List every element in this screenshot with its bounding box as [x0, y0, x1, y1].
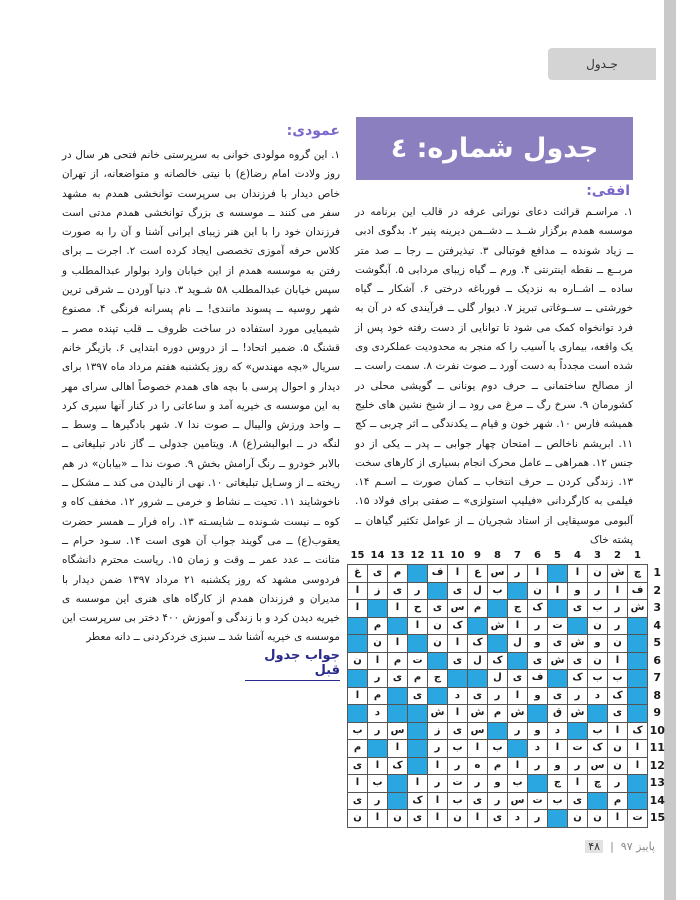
grid-cell: ا	[508, 617, 528, 635]
black-cell	[488, 600, 508, 618]
column-number: 7	[514, 550, 521, 561]
grid-cell: س	[488, 565, 508, 583]
grid-cell: ک	[448, 617, 468, 635]
grid-cell: د	[368, 705, 388, 723]
grid-cell: چ	[628, 565, 648, 583]
grid-cell: ق	[548, 705, 568, 723]
grid-cell: ر	[428, 740, 448, 758]
black-cell	[428, 652, 448, 670]
grid-cell: ا	[368, 757, 388, 775]
grid-cell: ی	[548, 635, 568, 653]
grid-cell: ا	[388, 740, 408, 758]
grid-cell: ا	[608, 652, 628, 670]
black-cell	[508, 652, 528, 670]
grid-cell: ی	[448, 582, 468, 600]
row-number: 5	[653, 636, 662, 650]
black-cell	[408, 565, 428, 583]
grid-row	[348, 635, 668, 653]
grid-cell: م	[488, 757, 508, 775]
grid-cell: ن	[568, 810, 588, 828]
grid-row	[348, 582, 668, 600]
grid-cell: ا	[548, 740, 568, 758]
grid-cell: د	[448, 687, 468, 705]
grid-cell: ر	[468, 775, 488, 793]
grid-cell: ن	[588, 617, 608, 635]
grid-cell: ش	[548, 652, 568, 670]
grid-cell: ی	[468, 792, 488, 810]
grid-cell: ک	[488, 652, 508, 670]
grid-cell: ن	[608, 635, 628, 653]
grid-cell: ب	[588, 722, 608, 740]
black-cell	[568, 722, 588, 740]
grid-cell: و	[528, 635, 548, 653]
grid-cell: ر	[488, 687, 508, 705]
grid-cell: ا	[528, 565, 548, 583]
grid-row	[348, 687, 668, 705]
row-number: 3	[653, 601, 662, 615]
grid-cell: س	[388, 722, 408, 740]
grid-row	[348, 652, 668, 670]
section-tab: جـدول	[548, 48, 656, 80]
column-number: 3	[594, 550, 601, 561]
grid-cell: ن	[388, 810, 408, 828]
grid-cell: ا	[428, 757, 448, 775]
grid-cell: م	[408, 670, 428, 688]
grid-cell: ش	[568, 705, 588, 723]
grid-cell: ه	[468, 757, 488, 775]
vertical-heading: عمودی:	[286, 123, 340, 139]
grid-corner	[648, 548, 668, 565]
grid-cell: ی	[448, 722, 468, 740]
grid-cell: ف	[428, 565, 448, 583]
grid-cell: ی	[548, 687, 568, 705]
grid-row	[348, 757, 668, 775]
grid-cell: ج	[508, 600, 528, 618]
grid-cell: ت	[408, 652, 428, 670]
grid-cell: ا	[508, 687, 528, 705]
grid-cell: ن	[608, 740, 628, 758]
row-number: 11	[649, 741, 665, 755]
black-cell	[548, 810, 568, 828]
black-cell	[508, 740, 528, 758]
black-cell	[628, 635, 648, 653]
grid-cell: ر	[428, 775, 448, 793]
grid-cell: ع	[468, 565, 488, 583]
black-cell	[628, 775, 648, 793]
black-cell	[588, 705, 608, 723]
grid-cell: ی	[568, 652, 588, 670]
grid-cell: و	[588, 635, 608, 653]
page-footer: پاییز ۹۷ | ۴۸	[515, 840, 655, 856]
column-number: 14	[370, 550, 385, 561]
black-cell	[368, 600, 388, 618]
grid-cell: چ	[588, 775, 608, 793]
season-label: پاییز ۹۷	[620, 840, 655, 853]
grid-cell: ر	[488, 792, 508, 810]
grid-cell: ن	[368, 635, 388, 653]
row-number: 13	[649, 776, 665, 790]
grid-cell: د	[588, 687, 608, 705]
black-cell	[628, 652, 648, 670]
column-number: 9	[474, 550, 481, 561]
grid-cell: و	[528, 722, 548, 740]
black-cell	[368, 740, 388, 758]
column-number: 6	[534, 550, 541, 561]
grid-cell: ک	[588, 740, 608, 758]
row-number: 4	[653, 618, 662, 632]
grid-cell: ب	[548, 792, 568, 810]
grid-cell: ن	[348, 652, 368, 670]
grid-cell: ش	[488, 617, 508, 635]
column-number: 4	[574, 550, 581, 561]
black-cell	[548, 565, 568, 583]
horizontal-clues: ۱. مراسـم قرائت دعای نورانی عرفه در قالب این برنامه در موسسه همدم برگزار شــد ــ دشــمن دیرینه پنیر ۲. بدگوی ادبی ــ زیاد شونده ــ مدافع فوتبالی ۳. تیذیرفتن ــ رجا ــ صد متر مربــع ــ نقطه اینترنتی ۴. ورم ــ گیاه زیبای مردابی ۵. آبگوشت ساده ــ اشــاره به نزدیک ــ قورباغه درختی ۶. آشکار ــ گیاه خورشتی ــ ســوغاتی تبریز ۷. دیوار گلی ــ فرآیندی که در آن به فرد توانخواه کمک می شود تا توانایی از دست رفته خود پس از یک واقعه، بیماری یا آسیب را که منجر به محدودیت عملکردی وی شده است مجدداً به دست آورد ــ صوت نفرت ۸. سمت راست ــ از مصالح ساختمانی ــ حرف دوم یونانی ــ گویشی محلی در کشورمان ۹. سرخ رگ ــ مرغ می رود ــ از شیخ نشین های خلیج همیشه فارس ۱۰. شهر خون و قیام ــ یکدندگی ــ اثر چربی ــ کج ۱۱. ابریشم ناخالص ــ امتحان چهار جوابی ــ پدر ــ یکی از دو جنس ۱۲. همراهی ــ عامل محرک انجام بسیاری از کارهای سخت ۱۳. زندگی کردن ــ حرف انتخاب ــ کمان صورت ــ اسـم ۱۴. فیلمی به کارگردانی «فیلیپ استولزی» ــ صفتی برای فولاد ۱۵. آلبومی موسیقایی از استاد شجریان ــ از عوامل تکثیر گیاهان ــ پشته خاک	[355, 206, 634, 547]
row-number: 8	[653, 688, 662, 702]
grid-cell: ا	[388, 600, 408, 618]
grid-cell: ب	[488, 582, 508, 600]
grid-cell: ب	[488, 740, 508, 758]
grid-cell: ا	[568, 775, 588, 793]
grid-cell: م	[608, 792, 628, 810]
grid-cell: ی	[528, 652, 548, 670]
grid-cell: ل	[488, 670, 508, 688]
grid-cell: ا	[348, 582, 368, 600]
row-number: 10	[649, 723, 665, 737]
crossword-grid	[347, 548, 668, 828]
grid-cell: ن	[588, 810, 608, 828]
grid-cell: ا	[428, 810, 448, 828]
grid-cell: ی	[568, 600, 588, 618]
grid-cell: د	[548, 722, 568, 740]
grid-cell: ک	[388, 757, 408, 775]
row-number: 1	[653, 566, 662, 580]
grid-cell: ب	[348, 722, 368, 740]
grid-cell: م	[488, 705, 508, 723]
row-number: 7	[653, 671, 662, 685]
grid-cell: ش	[628, 600, 648, 618]
grid-cell: ب	[508, 775, 528, 793]
previous-answer-label: جواب جدول قبل	[245, 648, 340, 681]
grid-cell: ر	[368, 722, 388, 740]
grid-cell: ب	[588, 600, 608, 618]
grid-cell: ا	[348, 687, 368, 705]
grid-cell: ی	[388, 582, 408, 600]
grid-cell: ک	[408, 792, 428, 810]
black-cell	[548, 670, 568, 688]
grid-cell: م	[468, 600, 488, 618]
grid-cell: ی	[408, 810, 428, 828]
black-cell	[408, 722, 428, 740]
grid-cell: ج	[428, 670, 448, 688]
grid-cell: م	[368, 687, 388, 705]
black-cell	[528, 705, 548, 723]
column-number: 11	[430, 550, 445, 561]
grid-row	[348, 722, 668, 740]
grid-cell: ن	[448, 810, 468, 828]
grid-cell: ا	[348, 600, 368, 618]
black-cell	[468, 670, 488, 688]
grid-cell: ا	[628, 757, 648, 775]
black-cell	[628, 670, 648, 688]
black-cell	[488, 635, 508, 653]
grid-cell: ف	[628, 582, 648, 600]
grid-cell: ا	[348, 775, 368, 793]
black-cell	[388, 687, 408, 705]
row-number: 6	[653, 653, 662, 667]
black-cell	[388, 705, 408, 723]
grid-row	[348, 775, 668, 793]
grid-cell: ر	[588, 582, 608, 600]
grid-cell: ل	[468, 652, 488, 670]
grid-cell: ت	[528, 792, 548, 810]
black-cell	[628, 705, 648, 723]
grid-cell: ن	[608, 757, 628, 775]
row-number: 2	[653, 583, 662, 597]
black-cell	[628, 687, 648, 705]
black-cell	[528, 775, 548, 793]
grid-cell: ش	[568, 635, 588, 653]
black-cell	[388, 792, 408, 810]
grid-cell: ک	[568, 670, 588, 688]
grid-cell: ی	[608, 705, 628, 723]
grid-cell: ن	[588, 652, 608, 670]
grid-cell: ی	[348, 757, 368, 775]
grid-cell: و	[568, 582, 588, 600]
row-number: 12	[649, 758, 665, 772]
grid-cell: ا	[408, 775, 428, 793]
grid-cell: ر	[368, 792, 388, 810]
grid-cell: ت	[568, 740, 588, 758]
grid-cell: ل	[468, 582, 488, 600]
black-cell	[428, 582, 448, 600]
black-cell	[548, 600, 568, 618]
grid-cell: ر	[408, 582, 428, 600]
black-cell	[428, 687, 448, 705]
grid-cell: ج	[548, 775, 568, 793]
grid-cell: س	[468, 722, 488, 740]
column-number: 13	[390, 550, 405, 561]
grid-row	[348, 670, 668, 688]
grid-cell: ر	[368, 670, 388, 688]
grid-cell: ب	[368, 775, 388, 793]
row-number: 14	[649, 793, 665, 807]
grid-cell: ت	[548, 617, 568, 635]
page-title: جدول شماره: ٤	[356, 117, 633, 180]
grid-cell: ش	[608, 565, 628, 583]
grid-cell: ن	[528, 582, 548, 600]
column-number: 5	[554, 550, 561, 561]
black-cell	[488, 722, 508, 740]
horizontal-heading: افقی:	[586, 183, 630, 199]
black-cell	[408, 705, 428, 723]
grid-cell: ی	[508, 670, 528, 688]
grid-cell: ر	[508, 565, 528, 583]
grid-cell: و	[488, 775, 508, 793]
grid-cell: و	[528, 687, 548, 705]
grid-cell: ا	[548, 582, 568, 600]
grid-cell: ت	[628, 810, 648, 828]
grid-cell: ی	[428, 600, 448, 618]
grid-cell: ا	[568, 565, 588, 583]
grid-cell: م	[348, 740, 368, 758]
black-cell	[628, 617, 648, 635]
black-cell	[348, 617, 368, 635]
grid-cell: ک	[628, 722, 648, 740]
grid-cell: ب	[608, 670, 628, 688]
black-cell	[408, 740, 428, 758]
grid-cell: ا	[608, 722, 628, 740]
column-number: 8	[494, 550, 501, 561]
grid-cell: ک	[608, 687, 628, 705]
grid-cell: ر	[608, 617, 628, 635]
grid-cell: ی	[388, 670, 408, 688]
grid-row	[348, 810, 668, 828]
grid-cell: ر	[568, 687, 588, 705]
grid-row	[348, 565, 668, 583]
grid-cell: ف	[528, 670, 548, 688]
grid-cell: ل	[508, 635, 528, 653]
grid-cell: ا	[468, 740, 488, 758]
grid-cell: ر	[528, 757, 548, 775]
grid-row	[348, 792, 668, 810]
grid-cell: ک	[528, 600, 548, 618]
grid-cell: ا	[468, 810, 488, 828]
grid-cell: ی	[448, 652, 468, 670]
black-cell	[348, 635, 368, 653]
grid-cell: ش	[428, 705, 448, 723]
grid-cell: ی	[368, 565, 388, 583]
grid-cell: ن	[428, 635, 448, 653]
grid-cell: ا	[448, 635, 468, 653]
black-cell	[468, 617, 488, 635]
grid-cell: ی	[488, 810, 508, 828]
grid-cell: ب	[448, 792, 468, 810]
grid-cell: ا	[428, 792, 448, 810]
grid-cell: ن	[588, 565, 608, 583]
row-number: 15	[649, 811, 666, 825]
grid-cell: ز	[428, 722, 448, 740]
column-number: 2	[614, 550, 621, 561]
grid-cell: ر	[568, 757, 588, 775]
grid-cell: س	[588, 757, 608, 775]
black-cell	[388, 617, 408, 635]
black-cell	[568, 617, 588, 635]
black-cell	[408, 757, 428, 775]
grid-cell: غ	[348, 565, 368, 583]
grid-row	[348, 600, 668, 618]
grid-cell: م	[388, 565, 408, 583]
grid-cell: ت	[448, 775, 468, 793]
black-cell	[348, 670, 368, 688]
grid-cell: د	[508, 810, 528, 828]
black-cell	[588, 792, 608, 810]
black-cell	[388, 775, 408, 793]
grid-cell: ر	[608, 775, 628, 793]
grid-cell: ز	[368, 582, 388, 600]
black-cell	[508, 582, 528, 600]
grid-cell: ا	[448, 705, 468, 723]
page-number: ۴۸	[585, 840, 603, 853]
grid-cell: ی	[408, 687, 428, 705]
vertical-clues: ۱. این گروه مولودی خوانی به سرپرستی خانم فتحی هر سال در روز ولادت امام رضا(ع) با نیتی خالصانه و متواضعانه، از تهران خاص دیدار با فرزندان بی سرپرست توانخشی همدم به مشهد سفر می کنند ــ موسسه ی بزرگ توانخشی همدم مدتی است فرزندان خود را با این هنر زیبای ایرانی آشنا و آن را به صورت کلاس حرفه آموزی تخصصی ایجاد کرده است ۲. اجرت ــ برای رفتن به موسسه همدم از این خیابان وارد بولوار عبدالمطلب و سپس خیابان عبدالمطلب ۵۸ شـوید ۳. دنیا آوردن ــ شرقی ترین شهر روسیه ــ پسوند مانندی! ــ نام پسرانه فرنگی ۴. مصنوع شیمیایی مورد استفاده در ساخت ظروف ــ قلب تپنده مصر ــ قشنگ ۵. ضمیر اتحاد! ــ از دروس دوره ابتدایی ۶. بازیگر خانم سریال «بچه مهندس» که روز یکشنبه هفتم مرداد ماه ۱۳۹۷ برای دیدار و احوال پرسی با بچه های همدم خصوصاً اهالی سرای مهر به این موسسه ی خیریه آمد و ساعاتی را در کنار آنها سپری کرد ــ واحد ورزش والیبال ــ صوت ندا ۷. شهر بادگیرها ــ وسط ــ لنگه در ــ ابوالبشر(ع) ۸. ویتامین جدولی ــ گاز نادر تبلیغاتی ــ بالابر خودرو ــ رنگ آرامش بخش ۹. صوت ندا ــ «بیابان» در هم ریخته ــ از وسـایل تبلیغاتی ۱۰. نهی از نالیدن می کند ــ مشکل ــ ناخوشایند ۱۱. تحیت ــ نشاط و خرمی ــ شرور ۱۲. مخفف کاه و کوه ــ نیست شـونده ــ شایسـته ۱۳. راه فرار ــ همسر حضرت یعقوب(ع) ــ می گویند جواب آن هوی است ۱۴. سـود حرام ــ متانت ــ عدد عمر ــ وقت و زمان ۱۵. ریاست محترم دانشگاه فردوسی مشهد که روز یکشنبه ۲۱ مرداد ۱۳۹۷ ضمن دیدار با مدیران و فرزندان همدم از کارگاه های هنری این موسسه ی خیریه دیدن کرد و با زندگی و آموزش ۴۰۰ دختر بی سرپرست این موسسه ی خیریه آشنا شد ــ سبزی خردکردنی ــ دانه معطر	[62, 149, 341, 644]
grid-cell: ا	[388, 635, 408, 653]
grid-cell: ب	[588, 670, 608, 688]
grid-cell: س	[508, 792, 528, 810]
grid-cell: ا	[448, 565, 468, 583]
black-cell	[628, 792, 648, 810]
black-cell	[448, 670, 468, 688]
grid-cell: ا	[368, 652, 388, 670]
grid-row	[348, 617, 668, 635]
grid-cell: ش	[468, 705, 488, 723]
grid-cell: ن	[348, 810, 368, 828]
grid-cell: ر	[448, 757, 468, 775]
grid-cell: ا	[608, 810, 628, 828]
grid-cell: ا	[608, 582, 628, 600]
grid-cell: ش	[508, 705, 528, 723]
grid-row	[348, 740, 668, 758]
grid-cell: ی	[348, 792, 368, 810]
grid-cell: ر	[508, 722, 528, 740]
black-cell	[408, 635, 428, 653]
grid-cell: و	[548, 757, 568, 775]
grid-cell: د	[528, 740, 548, 758]
grid-cell: ب	[448, 740, 468, 758]
grid-cell: ک	[468, 635, 488, 653]
grid-cell: ح	[408, 600, 428, 618]
grid-row	[348, 705, 668, 723]
grid-cell: ا	[628, 740, 648, 758]
grid-cell: ر	[608, 600, 628, 618]
black-cell	[348, 705, 368, 723]
grid-cell: م	[388, 652, 408, 670]
grid-cell: ی	[568, 792, 588, 810]
column-number: 15	[350, 550, 365, 561]
grid-cell: ا	[368, 810, 388, 828]
column-number: 10	[450, 550, 465, 561]
grid-cell: ی	[468, 687, 488, 705]
column-number: 1	[634, 550, 641, 561]
row-number: 9	[653, 706, 662, 720]
grid-cell: ن	[428, 617, 448, 635]
column-number: 12	[410, 550, 425, 561]
grid-cell: ر	[528, 617, 548, 635]
grid-cell: ر	[528, 810, 548, 828]
grid-cell: ا	[408, 617, 428, 635]
grid-cell: ا	[508, 757, 528, 775]
grid-cell: م	[368, 617, 388, 635]
grid-cell: س	[448, 600, 468, 618]
